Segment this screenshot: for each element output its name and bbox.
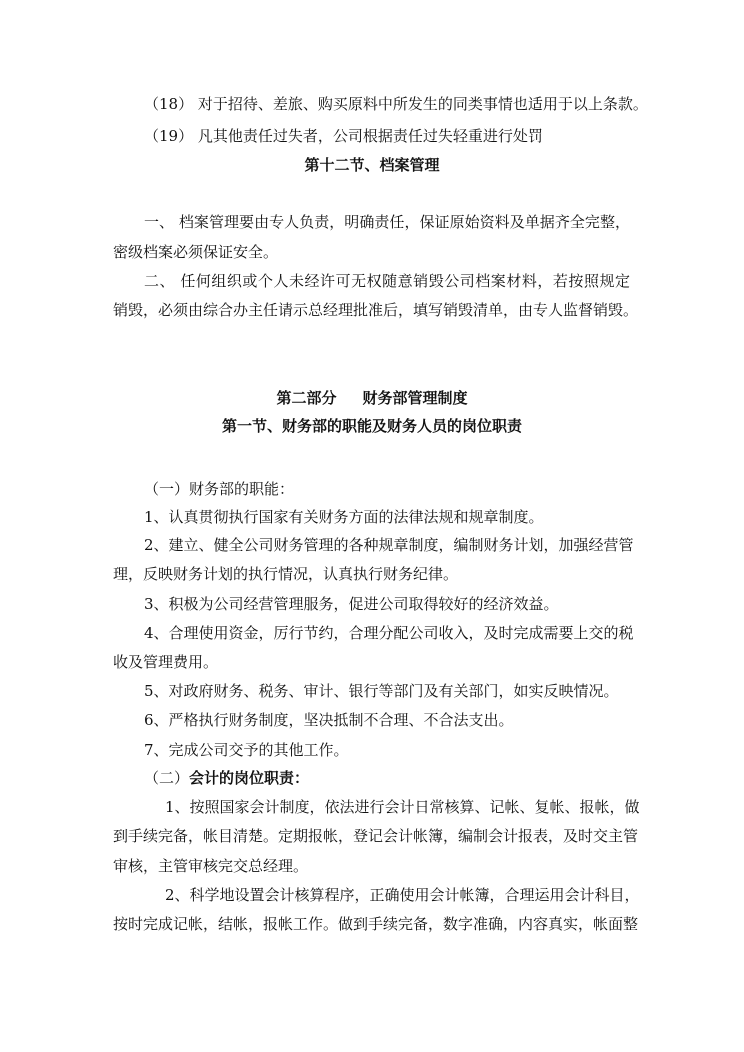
accounting-duty-1-line-3: 审核，主管审核完交总经理。 — [113, 857, 309, 875]
accounting-duty-1-line-1: 1、按照国家会计制度，依法进行会计日常核算、记帐、复帐、报帐，做 — [165, 798, 640, 816]
function-2-line-1: 2、建立、健全公司财务管理的各种规章制度，编制财务计划，加强经营管 — [144, 536, 634, 554]
function-2-line-2: 理，反映财务计划的执行情况，认真执行财务纪律。 — [113, 565, 459, 583]
part-2-section-1-title: 第一节、财务部的职能及财务人员的岗位职责 — [221, 417, 522, 435]
function-3: 3、积极为公司经营管理服务，促进公司取得较好的经济效益。 — [144, 595, 559, 613]
part-2-title: 第二部分 财务部管理制度 — [276, 389, 468, 407]
function-5: 5、对政府财务、税务、审计、银行等部门及有关部门，如实反映情况。 — [144, 682, 619, 700]
accounting-heading-prefix: （二） — [144, 769, 190, 787]
item-18: （18） 对于招待、差旅、购买原料中所发生的同类事情也适用于以上条款。 — [144, 95, 648, 113]
function-1: 1、认真贯彻执行国家有关财务方面的法律法规和规章制度。 — [144, 508, 544, 526]
functions-heading: （一）财务部的职能： — [144, 480, 295, 498]
section-12-title: 第十二节、档案管理 — [304, 156, 440, 174]
function-4-line-1: 4、合理使用资金，厉行节约，合理分配公司收入，及时完成需要上交的税 — [144, 624, 634, 642]
section-12-para-2-line-1: 二、 任何组织或个人未经许可无权随意销毁公司档案材料，若按照规定 — [144, 272, 630, 290]
accounting-duty-2-line-2: 按时完成记帐，结帐，报帐工作。做到手续完备，数字准确，内容真实，帐面整 — [113, 915, 639, 933]
function-7: 7、完成公司交予的其他工作。 — [144, 741, 349, 759]
item-19: （19） 凡其他责任过失者，公司根据责任过失轻重进行处罚 — [144, 127, 543, 145]
accounting-heading — [144, 768, 309, 788]
function-6: 6、严格执行财务制度，坚决抵制不合理、不合法支出。 — [144, 711, 514, 729]
function-4-line-2: 收及管理费用。 — [113, 653, 219, 671]
section-12-para-2-line-2: 销毁，必须由综合办主任请示总经理批准后，填写销毁清单，由专人监督销毁。 — [113, 301, 639, 319]
accounting-heading-title: 会计的岗位职责： — [189, 769, 310, 787]
section-12-para-1-line-1: 一、 档案管理要由专人负责，明确责任，保证原始资料及单据齐全完整， — [144, 213, 630, 231]
accounting-duty-2-line-1: 2、科学地设置会计核算程序，正确使用会计帐簿，合理运用会计科目， — [165, 886, 640, 904]
section-12-para-1-line-2: 密级档案必须保证安全。 — [113, 243, 279, 261]
accounting-duty-1-line-2: 到手续完备，帐目清楚。定期报帐，登记会计帐簿，编制会计报表，及时交主管 — [113, 827, 639, 845]
